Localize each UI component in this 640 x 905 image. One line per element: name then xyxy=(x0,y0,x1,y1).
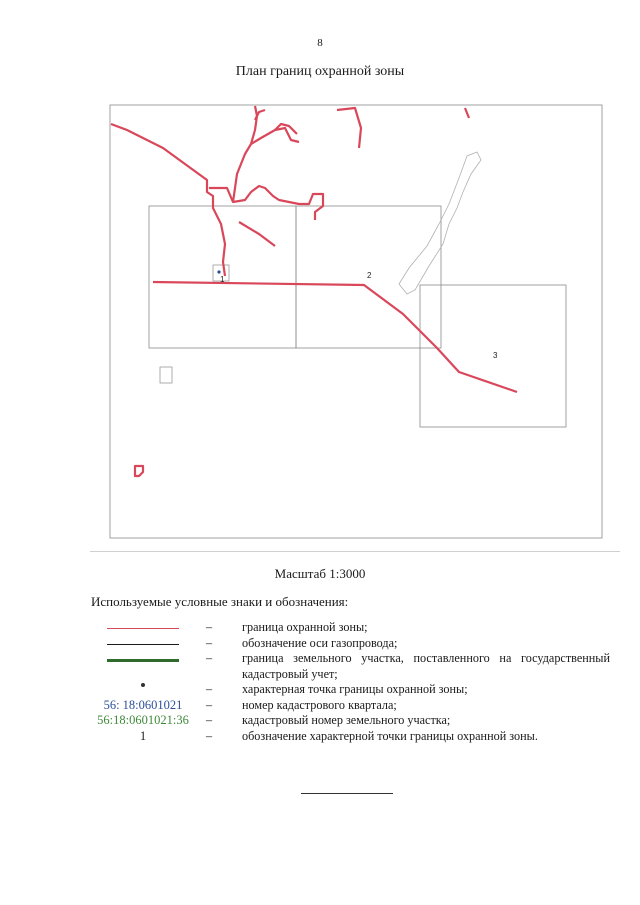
legend-dash: – xyxy=(206,713,213,727)
legend-dash: – xyxy=(206,728,213,743)
legend-row-characteristic-point xyxy=(90,682,610,698)
cadastral-quarter-symbol: 56: 18:0601021 xyxy=(103,697,183,712)
legend-dash: – xyxy=(206,620,213,634)
pipeline-branch-upper-top xyxy=(233,106,257,202)
gray-parcel xyxy=(399,152,481,294)
small-parcel-left xyxy=(160,367,172,383)
pipeline-top-right-edge xyxy=(465,108,469,118)
legend-description: кадастровый номер земельного участка; xyxy=(242,713,451,727)
pipeline-main xyxy=(153,282,517,392)
separator-line xyxy=(90,551,620,552)
legend-dash: – xyxy=(206,682,213,696)
legend-title: Используемые условные знаки и обозначения: xyxy=(91,594,349,609)
pipeline-branch-upper-left xyxy=(111,124,225,276)
legend-row-cadastral-parcel xyxy=(90,713,610,729)
protection-zone-map xyxy=(109,104,604,545)
legend-dash: – xyxy=(206,635,213,650)
page-number: 8 xyxy=(317,37,323,49)
point-label-3: 3 xyxy=(493,351,498,360)
pipeline-branch-diag xyxy=(239,222,275,246)
point-label-symbol: 1 xyxy=(139,728,147,743)
point-label-2: 2 xyxy=(367,271,372,280)
cadastral-parcel-symbol: 56:18:0601021:36 xyxy=(97,713,189,727)
point-label-1: 1 xyxy=(220,275,225,284)
signature-line xyxy=(301,793,393,794)
small-parcel-bottom xyxy=(135,466,143,476)
legend-row-point-label xyxy=(90,729,610,745)
characteristic-point-1 xyxy=(217,270,220,273)
pipeline-branch-upper-mid xyxy=(209,186,323,220)
pipeline-branch-top-small xyxy=(337,108,361,148)
legend-description: характерная точка границы охранной зоны; xyxy=(242,682,468,696)
legend-row-cadastral-quarter xyxy=(90,698,610,714)
map-frame xyxy=(110,105,602,538)
legend-description: обозначение характерной точки границы охранной зоны. xyxy=(242,728,538,743)
legend-row-zone-boundary xyxy=(90,620,610,636)
page-title: План границ охранной зоны xyxy=(235,64,405,79)
gas-axis-symbol xyxy=(90,636,196,652)
legend xyxy=(90,620,610,744)
legend-row-registered-parcel xyxy=(90,651,610,682)
map-scale: Масштаб 1:3000 xyxy=(274,566,366,581)
legend-description: обозначение оси газопровода; xyxy=(242,635,398,650)
legend-description: граница земельного участка, поставленного на государственный кадастровый учет; xyxy=(242,651,610,681)
legend-dash: – xyxy=(206,651,213,665)
pipeline-branch-top-right xyxy=(251,128,299,144)
legend-dash: – xyxy=(206,697,213,712)
characteristic-point-symbol xyxy=(90,682,196,698)
legend-row-gas-axis xyxy=(90,636,610,652)
legend-description: номер кадастрового квартала; xyxy=(242,697,397,712)
zone-boundary-symbol xyxy=(90,620,196,636)
legend-description: граница охранной зоны; xyxy=(242,620,368,634)
registered-parcel-symbol xyxy=(90,651,196,667)
